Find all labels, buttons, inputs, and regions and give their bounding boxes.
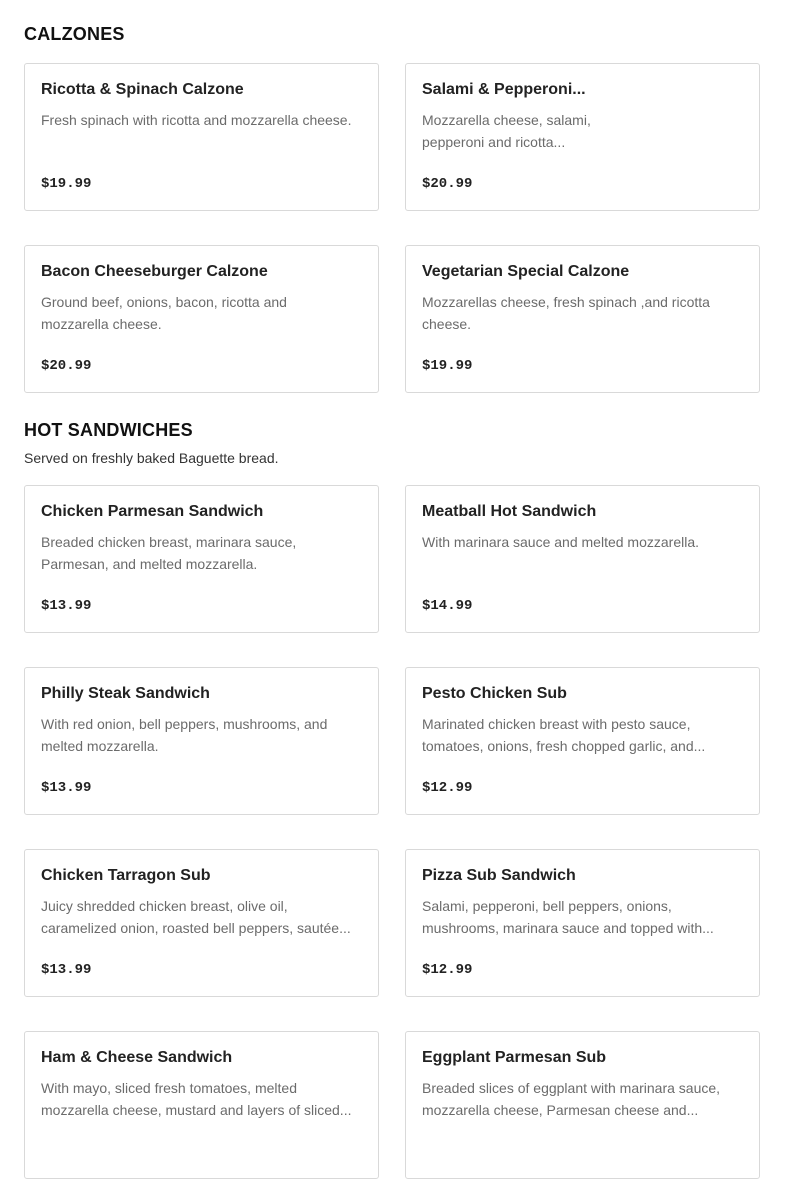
section-title-hot-sandwiches: HOT SANDWICHES bbox=[24, 420, 193, 440]
item-price: $13.99 bbox=[41, 598, 92, 614]
item-name: Chicken Tarragon Sub bbox=[41, 867, 211, 884]
item-name: Salami & Pepperoni... bbox=[422, 81, 586, 98]
menu-item-card[interactable] bbox=[24, 1031, 379, 1179]
item-name: Pizza Sub Sandwich bbox=[422, 867, 576, 884]
section-subtitle: Served on freshly baked Baguette bread. bbox=[24, 450, 279, 466]
menu-item-card[interactable] bbox=[405, 1031, 760, 1179]
item-name: Bacon Cheeseburger Calzone bbox=[41, 263, 268, 280]
item-description: Ground beef, onions, bacon, ricotta and mozzarella cheese. bbox=[41, 294, 287, 332]
menu-item-card[interactable] bbox=[24, 849, 379, 997]
menu-item-card[interactable] bbox=[405, 63, 760, 211]
menu-item-card[interactable] bbox=[405, 667, 760, 815]
item-description: Mozzarella cheese, salami, pepperoni and ricotta... bbox=[422, 112, 591, 150]
item-description: Mozzarellas cheese, fresh spinach ,and ricotta cheese. bbox=[422, 294, 710, 332]
item-description: Breaded chicken breast, marinara sauce, Parmesan, and melted mozzarella. bbox=[41, 534, 297, 572]
item-price: $12.99 bbox=[422, 962, 473, 978]
menu-item-card[interactable] bbox=[405, 849, 760, 997]
menu-item-card[interactable] bbox=[405, 245, 760, 393]
item-description: With mayo, sliced fresh tomatoes, melted mozzarella cheese, mustard and layers of sliced... bbox=[41, 1080, 352, 1118]
item-description: With marinara sauce and melted mozzarella. bbox=[422, 534, 700, 550]
item-name: Ricotta & Spinach Calzone bbox=[41, 81, 244, 98]
item-price: $13.99 bbox=[41, 780, 92, 796]
item-description: Breaded slices of eggplant with marinara sauce, mozzarella cheese, Parmesan cheese and... bbox=[422, 1080, 721, 1118]
item-name: Philly Steak Sandwich bbox=[41, 685, 210, 702]
menu-item-card[interactable] bbox=[24, 485, 379, 633]
item-price: $20.99 bbox=[41, 358, 92, 374]
item-price: $19.99 bbox=[41, 176, 92, 192]
item-description: With red onion, bell peppers, mushrooms, and melted mozzarella. bbox=[41, 716, 328, 754]
item-description: Juicy shredded chicken breast, olive oil, caramelized onion, roasted bell peppers, sautée... bbox=[41, 898, 351, 936]
item-price: $19.99 bbox=[422, 358, 473, 374]
menu-item-card[interactable] bbox=[24, 667, 379, 815]
item-description: Fresh spinach with ricotta and mozzarella cheese. bbox=[41, 112, 352, 128]
item-name: Eggplant Parmesan Sub bbox=[422, 1049, 607, 1066]
item-name: Chicken Parmesan Sandwich bbox=[41, 503, 264, 520]
menu-item-card[interactable] bbox=[24, 63, 379, 211]
item-name: Ham & Cheese Sandwich bbox=[41, 1049, 233, 1066]
item-name: Meatball Hot Sandwich bbox=[422, 503, 597, 520]
item-price: $20.99 bbox=[422, 176, 473, 192]
section-title-calzones: CALZONES bbox=[24, 24, 125, 44]
item-name: Pesto Chicken Sub bbox=[422, 685, 567, 702]
item-price: $13.99 bbox=[41, 962, 92, 978]
item-price: $12.99 bbox=[422, 780, 473, 796]
menu-item-card[interactable] bbox=[24, 245, 379, 393]
item-description: Salami, pepperoni, bell peppers, onions, mushrooms, marinara sauce and topped with... bbox=[422, 898, 714, 936]
item-name: Vegetarian Special Calzone bbox=[422, 263, 630, 280]
item-description: Marinated chicken breast with pesto sauce, tomatoes, onions, fresh chopped garlic, and... bbox=[422, 716, 706, 754]
item-price: $14.99 bbox=[422, 598, 473, 614]
menu-item-card[interactable] bbox=[405, 485, 760, 633]
